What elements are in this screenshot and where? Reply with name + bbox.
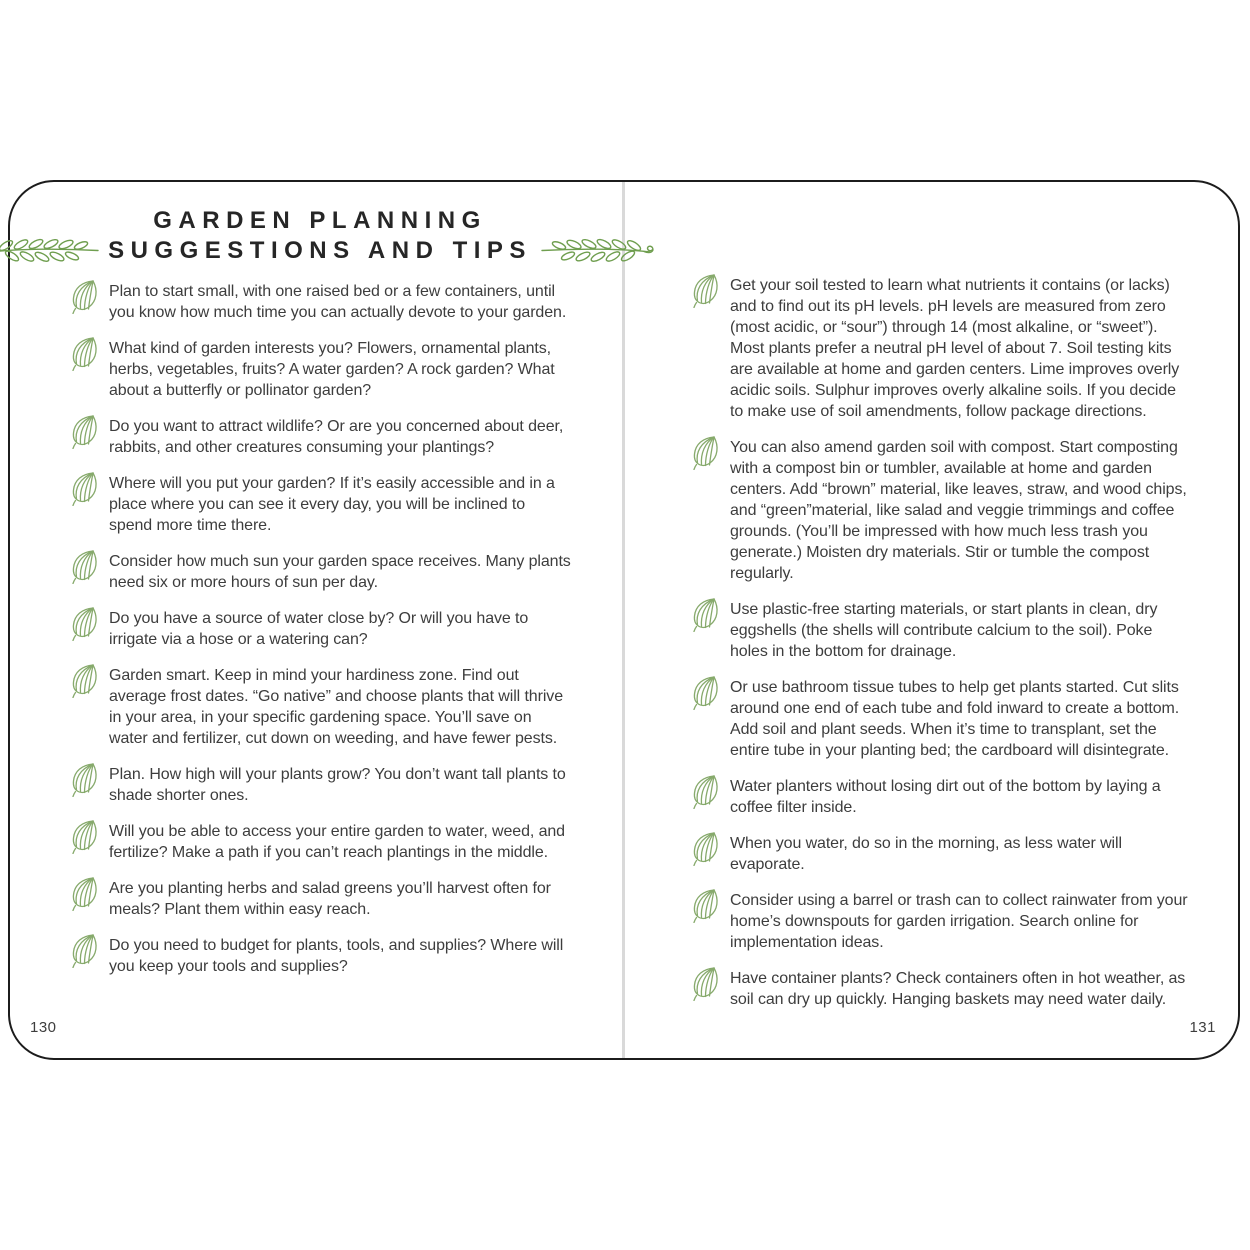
leaf-bullet-icon [689, 674, 719, 710]
tip-text: Garden smart. Keep in mind your hardiness zone. Find out average frost dates. “Go native” and choose plants that will thrive in your area, in your specific gardening space. You’ll save on water and fertilizer, cut down on weeding, and have fewer pests. [109, 667, 563, 747]
tip-text: Plan. How high will your plants grow? You don’t want tall plants to shade shorter ones. [109, 766, 566, 804]
leaf-bullet-icon [689, 272, 719, 308]
leaf-bullet-icon [68, 875, 98, 911]
leaf-bullet-icon [68, 278, 98, 314]
tip-text: Do you need to budget for plants, tools, and supplies? Where will you keep your tools and supplies? [109, 937, 564, 975]
tips-list-left [68, 281, 572, 977]
tips-list-right [689, 275, 1188, 1010]
leaf-bullet-icon [689, 773, 719, 809]
page-number-right: 131 [1189, 1019, 1216, 1036]
tip-item [689, 677, 1188, 761]
tip-text: Have container plants? Check containers often in hot weather, as soil can dry up quickly. Hanging baskets may need water daily. [730, 970, 1186, 1008]
page-left [10, 182, 622, 1058]
tip-text: Or use bathroom tissue tubes to help get plants started. Cut slits around one end of each tube and fold inward to create a bottom. Add soil and plant seeds. When it’s time to transplant, set the entire tube in your planting bed; the cardboard will disintegrate. [730, 679, 1180, 759]
tip-text: Will you be able to access your entire garden to water, weed, and fertilize? Make a path if you can’t reach plantings in the middle. [109, 823, 565, 861]
tip-item [68, 821, 572, 863]
tip-text: Get your soil tested to learn what nutrients it contains (or lacks) and to find out its pH levels. pH levels are measured from zero (most acidic, or “sour”) through 14 (most alkaline, or “sweet”). Most plants prefer a neutral pH level of about 7. Soil testing kits are available at home and garden centers. Lime improves overly acidic soils. Sulphur improves overly alkaline soils. If you decide to make use of soil amendments, follow package directions. [730, 277, 1180, 420]
leaf-bullet-icon [68, 761, 98, 797]
leaf-bullet-icon [68, 413, 98, 449]
tip-text: What kind of garden interests you? Flowers, ornamental plants, herbs, vegetables, fruits? A water garden? A rock garden? What about a butterfly or pollinator garden? [109, 340, 555, 399]
title-line-2-row [38, 235, 602, 265]
tip-item [689, 776, 1188, 818]
tip-item [68, 551, 572, 593]
tip-text: Use plastic-free starting materials, or start plants in clean, dry eggshells (the shells will contribute calcium to the soil). Poke holes in the bottom for drainage. [730, 601, 1158, 660]
tip-item [689, 833, 1188, 875]
fern-branch-icon [0, 235, 102, 265]
tip-item [689, 890, 1188, 953]
tip-item [689, 437, 1188, 584]
tip-item [68, 416, 572, 458]
leaf-bullet-icon [689, 887, 719, 923]
tip-text: Consider how much sun your garden space receives. Many plants need six or more hours of sun per day. [109, 553, 571, 591]
tip-item [68, 665, 572, 749]
tip-text: When you water, do so in the morning, as less water will evaporate. [730, 835, 1122, 873]
tip-item [68, 608, 572, 650]
tip-text: Do you want to attract wildlife? Or are you concerned about deer, rabbits, and other creatures consuming your plantings? [109, 418, 564, 456]
tip-item [689, 968, 1188, 1010]
tip-item [68, 764, 572, 806]
leaf-bullet-icon [68, 818, 98, 854]
tip-item [68, 281, 572, 323]
leaf-bullet-icon [689, 965, 719, 1001]
tip-item [689, 599, 1188, 662]
leaf-bullet-icon [68, 335, 98, 371]
tip-text: Do you have a source of water close by? Or will you have to irrigate via a hose or a watering can? [109, 610, 529, 648]
page-title [68, 206, 572, 265]
tip-text: Consider using a barrel or trash can to collect rainwater from your home’s downspouts for garden irrigation. Search online for implementation ideas. [730, 892, 1188, 951]
page-number-left: 130 [30, 1019, 57, 1036]
leaf-bullet-icon [68, 605, 98, 641]
tip-text: Water planters without losing dirt out of the bottom by laying a coffee filter inside. [730, 778, 1161, 816]
page-right [625, 182, 1238, 1058]
tip-item [68, 878, 572, 920]
tip-item [68, 473, 572, 536]
tip-text: Where will you put your garden? If it’s easily accessible and in a place where you can see it every day, you will be inclined to spend more time there. [109, 475, 555, 534]
title-line-1: GARDEN PLANNING [153, 207, 487, 234]
tip-text: Are you planting herbs and salad greens you’ll harvest often for meals? Plant them within easy reach. [109, 880, 551, 918]
book-spread [8, 180, 1240, 1060]
leaf-bullet-icon [68, 470, 98, 506]
title-line-2: SUGGESTIONS AND TIPS [108, 236, 532, 264]
leaf-bullet-icon [68, 662, 98, 698]
tip-text: You can also amend garden soil with compost. Start composting with a compost bin or tumbler, available at home and garden centers. Add “brown” material, like leaves, straw, and wood chips, and “green”material, like salad and veggie trimmings and coffee grounds. (You’ll be impressed with how much less trash you generate.) Moisten dry materials. Stir or tumble the compost regularly. [730, 439, 1187, 582]
tip-item [68, 338, 572, 401]
leaf-bullet-icon [689, 434, 719, 470]
leaf-bullet-icon [689, 596, 719, 632]
tip-text: Plan to start small, with one raised bed or a few containers, until you know how much time you can actually devote to your garden. [109, 283, 567, 321]
leaf-bullet-icon [68, 548, 98, 584]
tip-item [689, 275, 1188, 422]
leaf-bullet-icon [68, 932, 98, 968]
tip-item [68, 935, 572, 977]
leaf-bullet-icon [689, 830, 719, 866]
